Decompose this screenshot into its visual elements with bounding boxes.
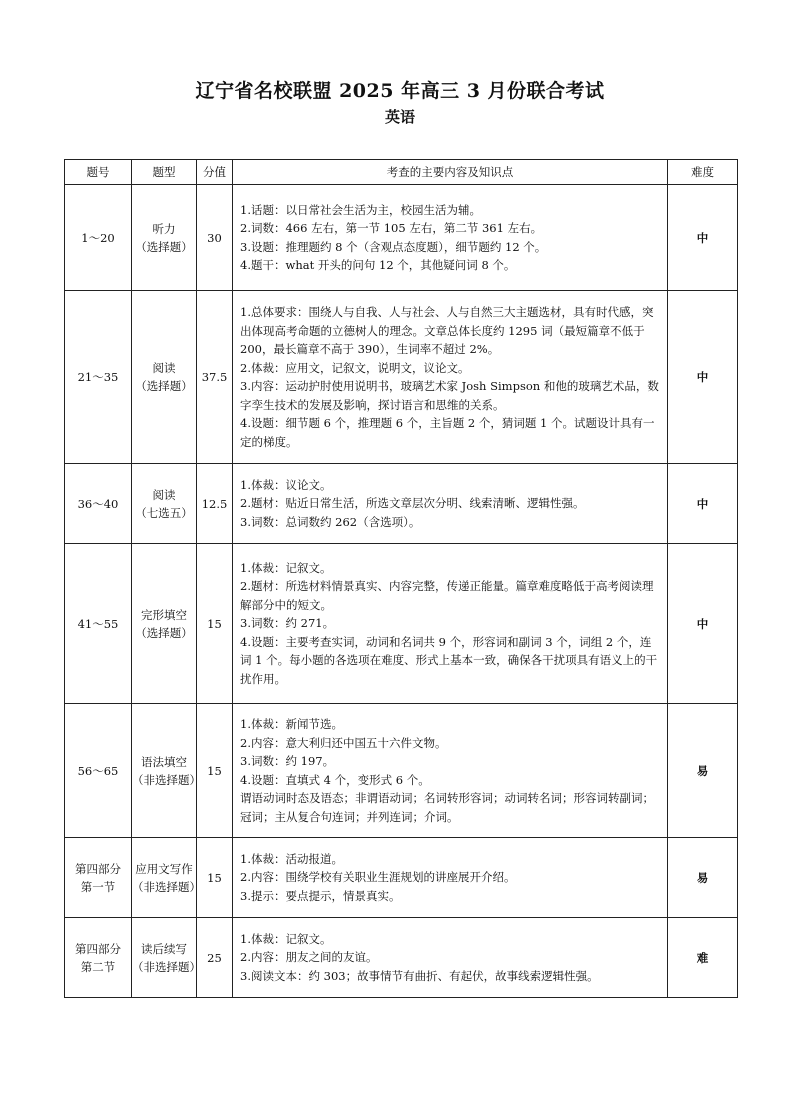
content-cell — [233, 704, 668, 838]
question-type-cell-line: 应用文写作 — [135, 861, 193, 876]
table-row — [65, 704, 738, 838]
content-cell — [233, 838, 668, 918]
table-row — [65, 918, 738, 998]
question-type-cell-line: 完形填空 — [141, 607, 187, 622]
content-item: 2.体裁：应用文，记叙文，说明文，议论文。 — [240, 360, 470, 375]
question-type-cell — [132, 838, 201, 918]
score-cell: 37.5 — [197, 291, 233, 464]
content-item: 1.总体要求：围绕人与自我、人与社会、人与自然三大主题选材，具有时代感，突出体现高考命题的立德树人的理念。文章总体长度约 1295 词（最短篇章不低于 200，最长篇章不高于 390），生词率不超过 2%。 — [240, 305, 654, 356]
question-number-cell — [65, 918, 132, 998]
content-item: 2.内容：意大利归还中国五十六件文物。 — [240, 735, 447, 750]
question-number-cell-line: 第四部分 — [75, 941, 121, 956]
column-header-score: 分值 — [197, 160, 233, 185]
content-item: 1.体裁：记叙文。 — [240, 560, 332, 575]
content-item: 1.体裁：记叙文。 — [240, 931, 332, 946]
subject-title: 英语 — [384, 108, 415, 126]
content-item: 4.题干：what 开头的问句 12 个，其他疑问词 8 个。 — [240, 258, 516, 272]
content-item: 1.体裁：议论文。 — [240, 477, 332, 492]
table-row — [65, 544, 738, 704]
question-number-cell — [65, 704, 132, 838]
score-cell: 15 — [197, 704, 233, 838]
difficulty-cell: 中 — [668, 464, 738, 544]
content-item: 4.设题：直填式 4 个，变形式 6 个。 — [240, 772, 430, 787]
question-type-cell-line: 读后续写 — [141, 941, 187, 956]
content-item: 4.设题：主要考查实词，动词和名词共 9 个，形容词和副词 3 个，词组 2 个，连词 1 个。每小题的各选项在难度、形式上基本一致，确保各干扰项具有语义上的干扰作用。 — [240, 634, 658, 686]
question-type-cell-line: 阅读 — [152, 361, 176, 375]
content-item: 3.词数：约 197。 — [240, 754, 335, 768]
question-number-cell — [65, 464, 132, 544]
question-type-cell-line: 听力 — [152, 221, 176, 236]
score-cell: 15 — [197, 838, 233, 918]
table-header-row — [65, 160, 738, 185]
column-header-type: 题型 — [132, 160, 197, 185]
question-type-cell-line: （选择题） — [135, 625, 193, 640]
question-type-cell-line: （七选五） — [135, 505, 193, 520]
question-type-cell-line: （非选择题） — [132, 959, 201, 974]
content-item: 4.设题：细节题 6 个，推理题 6 个，主旨题 2 个，猜词题 1 个。试题设计具有一定的梯度。 — [240, 416, 655, 449]
question-type-cell-line: （非选择题） — [132, 879, 201, 894]
question-type-cell-line: 阅读 — [152, 487, 176, 502]
question-number-cell-line: 56～65 — [77, 763, 119, 778]
table-row — [65, 185, 738, 291]
table-row — [65, 838, 738, 918]
content-item: 3.设题：推理题约 8 个（含观点态度题），细节题约 12 个。 — [240, 239, 547, 254]
page-title: 辽宁省名校联盟 2025 年高三 3 月份联合考试 — [195, 80, 605, 102]
score-cell: 30 — [197, 185, 233, 291]
question-number-cell — [65, 291, 132, 464]
difficulty-cell: 中 — [668, 185, 738, 291]
question-type-cell — [132, 918, 201, 998]
content-cell — [233, 544, 668, 704]
table-row — [65, 464, 738, 544]
content-item: 2.内容：围绕学校有关职业生涯规划的讲座展开介绍。 — [240, 870, 516, 885]
content-item: 1.体裁：新闻节选。 — [240, 717, 343, 731]
content-item: 3.提示：要点提示，情景真实。 — [240, 888, 401, 903]
content-cell — [233, 291, 668, 464]
question-number-cell-line: 41～55 — [77, 616, 119, 631]
content-item: 2.题材：所选材料情景真实、内容完整，传递正能量。篇章难度略低于高考阅读理解部分中的短文。 — [240, 579, 654, 612]
question-type-cell — [132, 291, 197, 464]
difficulty-cell: 难 — [668, 918, 738, 998]
difficulty-cell: 中 — [668, 291, 738, 464]
score-cell: 25 — [197, 918, 233, 998]
question-number-cell — [65, 838, 132, 918]
question-number-cell-line: 21～35 — [77, 370, 119, 384]
question-type-cell — [132, 464, 197, 544]
column-header-content: 考查的主要内容及知识点 — [233, 160, 668, 185]
difficulty-cell: 易 — [668, 838, 738, 918]
score-cell: 15 — [197, 544, 233, 704]
content-item: 2.词数：466 左右，第一节 105 左右，第二节 361 左右。 — [240, 221, 543, 235]
question-number-cell-line: 第一节 — [80, 879, 116, 894]
question-type-cell-line: （选择题） — [135, 379, 193, 393]
content-cell — [233, 918, 668, 998]
column-header-number: 题号 — [65, 160, 132, 185]
content-item: 1.体裁：活动报道。 — [240, 851, 343, 866]
content-item: 2.题材：贴近日常生活，所选文章层次分明、线索清晰、逻辑性强。 — [240, 496, 585, 511]
content-item: 1.话题：以日常社会生活为主，校园生活为辅。 — [240, 202, 481, 217]
question-type-cell-line: （非选择题） — [132, 772, 201, 787]
table-row — [65, 291, 738, 464]
score-cell: 12.5 — [197, 464, 233, 544]
difficulty-cell: 中 — [668, 544, 738, 704]
exam-analysis-table — [64, 159, 738, 998]
question-number-cell-line: 1～20 — [81, 230, 115, 245]
question-type-cell — [132, 704, 201, 838]
content-item: 2.内容：朋友之间的友谊。 — [240, 950, 378, 965]
content-item: 3.内容：运动护肘使用说明书，玻璃艺术家 Josh Simpson 和他的玻璃艺术品，数字孪生技术的发展及影响，探讨语言和思维的关系。 — [240, 379, 659, 412]
content-item: 3.词数：总词数约 262（含选项）。 — [240, 514, 421, 529]
question-number-cell-line: 第四部分 — [75, 861, 121, 876]
content-item: 谓语动词时态及语态；非谓语动词；名词转形容词；动词转名词；形容词转副词；冠词；主从复合句连词；并列连词；介词。 — [240, 791, 654, 824]
content-cell — [233, 185, 668, 291]
content-item: 3.阅读文本：约 303；故事情节有曲折、有起伏，故事线索逻辑性强。 — [240, 968, 599, 983]
column-header-difficulty: 难度 — [668, 160, 738, 185]
question-type-cell — [132, 544, 197, 704]
question-type-cell-line: 语法填空 — [141, 754, 187, 769]
content-cell — [233, 464, 668, 544]
question-number-cell — [65, 185, 132, 291]
difficulty-cell: 易 — [668, 704, 738, 838]
question-number-cell-line: 第二节 — [80, 959, 116, 974]
content-item: 3.词数：约 271。 — [240, 616, 335, 631]
question-number-cell — [65, 544, 132, 704]
question-type-cell — [132, 185, 197, 291]
question-type-cell-line: （选择题） — [135, 239, 193, 254]
question-number-cell-line: 36～40 — [77, 496, 119, 511]
